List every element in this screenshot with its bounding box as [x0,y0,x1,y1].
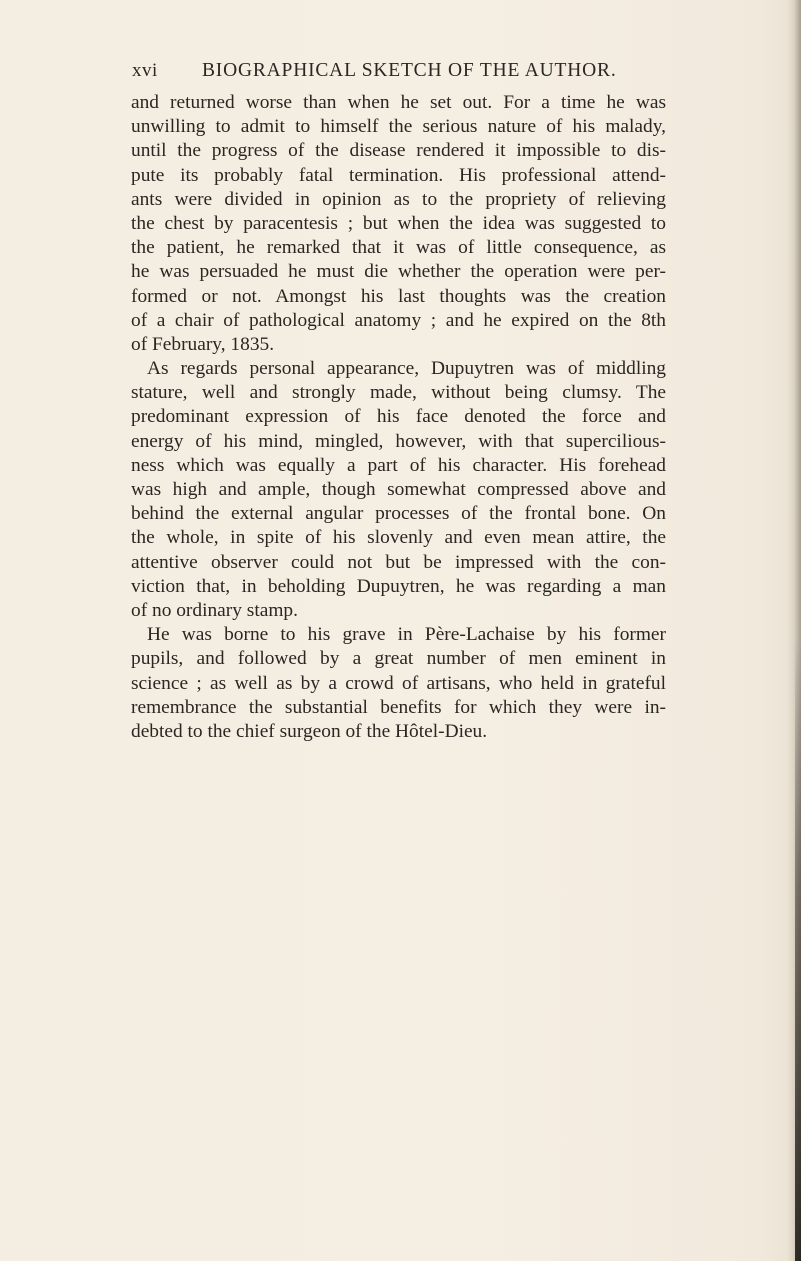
text-line: As regards personal appearance, Dupuytren was of middling [147,358,666,380]
text-line: ants were divided in opinion as to the propriety of relieving [131,188,666,210]
text-line: the patient, he remarked that it was of little consequence, as [131,237,666,259]
page-number: xvi [132,60,158,81]
text-line: was high and ample, though somewhat compressed above and [131,479,666,500]
text-line: behind the external angular processes of the frontal bone. On [131,503,666,525]
text-line: the chest by paracentesis ; but when the idea was suggested to [131,212,666,234]
text-line: remembrance the substantial benefits for which they were in- [131,696,666,718]
text-line: of a chair of pathological anatomy ; and he expired on the 8th [131,309,666,331]
page-header [132,60,672,90]
paragraph-2 [131,357,666,623]
text-line: ness which was equally a part of his character. His forehead [131,454,666,476]
running-title: BIOGRAPHICAL SKETCH OF THE AUTHOR. [202,60,617,81]
text-line: He was borne to his grave in Père-Lachaise by his former [147,624,666,646]
text-line: stature, well and strongly made, without being clumsy. The [131,382,666,404]
paragraph-1 [131,91,666,357]
text-line: science ; as well as by a crowd of artisans, who held in grateful [131,672,666,694]
text-line: energy of his mind, mingled, however, with that supercilious- [131,430,666,452]
text-line: pute its probably fatal termination. His professional attend- [131,164,666,186]
text-line: pupils, and followed by a great number of men eminent in [131,648,666,670]
text-line: of no ordinary stamp. [131,599,298,621]
text-line: unwilling to admit to himself the serious nature of his malady, [131,116,666,138]
body-text [131,91,666,744]
text-line: the whole, in spite of his slovenly and even mean attire, the [131,527,666,549]
text-line: attentive observer could not but be impressed with the con- [131,551,666,573]
paragraph-3 [131,623,666,744]
text-line: viction that, in beholding Dupuytren, he was regarding a man [131,575,666,597]
text-line: debted to the chief surgeon of the Hôtel-Dieu. [131,720,488,742]
text-line: of February, 1835. [131,333,275,355]
text-line: formed or not. Amongst his last thoughts was the creation [131,285,666,307]
text-line: and returned worse than when he set out. For a time he was [131,92,666,113]
text-line: predominant expression of his face denoted the force and [131,406,666,428]
text-line: until the progress of the disease rendered it impossible to dis- [131,140,666,162]
binding-edge [795,640,801,1261]
text-line: he was persuaded he must die whether the operation were per- [131,261,666,283]
